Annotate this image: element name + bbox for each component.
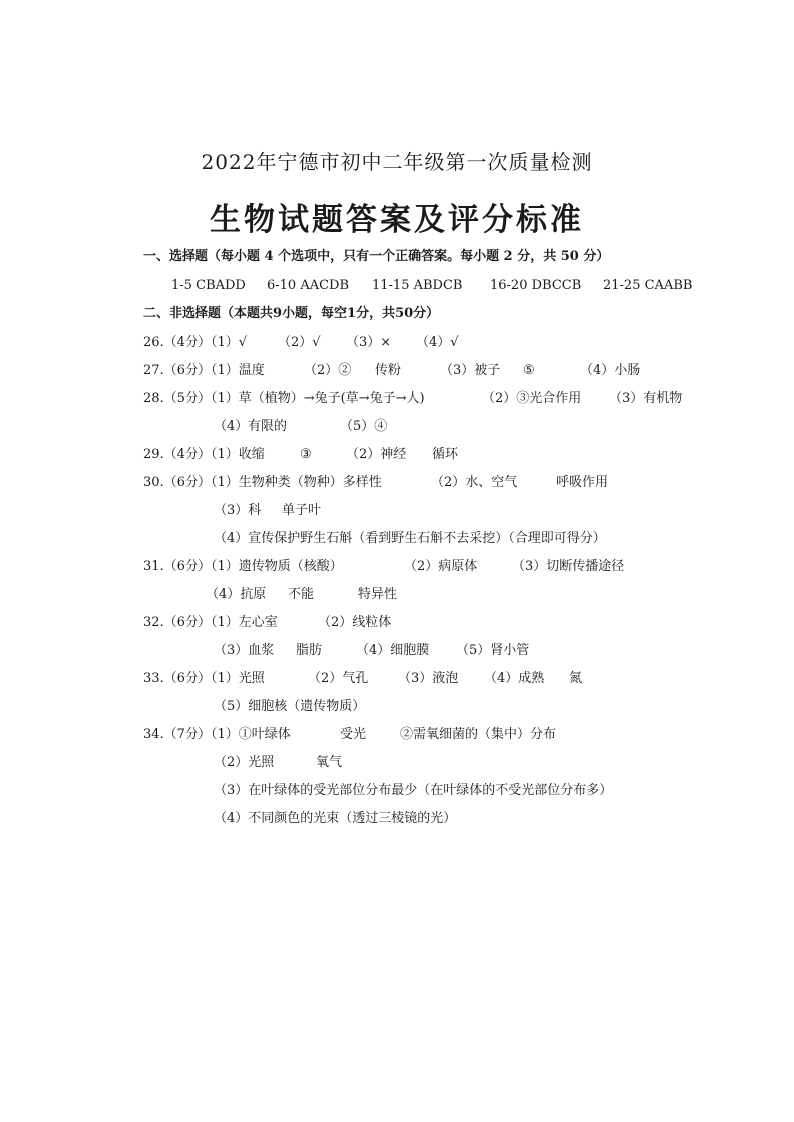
answer-q33-line1	[0, 669, 794, 689]
answer-item: ②需氧细菌的（集中）分布	[400, 727, 557, 742]
answer-item: 传粉	[375, 363, 402, 378]
section1-heading	[0, 247, 794, 267]
answer-item: （2）√	[278, 335, 321, 350]
answer-q30-line3	[0, 529, 794, 549]
answer-q26	[0, 333, 794, 353]
answer-q33-line2	[0, 697, 794, 717]
answer-item: （2）光照	[214, 755, 275, 770]
answer-q29	[0, 445, 794, 465]
answer-item: 受光	[340, 727, 367, 742]
answer-item: 27.（6分）（1）温度	[143, 363, 265, 378]
answer-item: （4）成熟	[484, 671, 545, 686]
answer-q31-line1	[0, 557, 794, 577]
answer-q30-line2	[0, 501, 794, 521]
answer-item: （3）在叶绿体的受光部位分布最少（在叶绿体的不受光部位分布多）	[214, 783, 613, 798]
choice-group-5: 21-25 CAABB	[603, 278, 693, 293]
answer-item: 氮	[569, 671, 583, 686]
section2-heading	[0, 304, 794, 324]
answer-q34-line2	[0, 753, 794, 773]
answer-q32-line1	[0, 613, 794, 633]
answer-item: （4）小肠	[580, 363, 641, 378]
answer-item: （3）有机物	[609, 391, 683, 406]
answer-item: （4）抗原	[206, 587, 267, 602]
choice-group-4: 16-20 DBCCB	[490, 278, 582, 293]
answer-item: （3）液泡	[398, 671, 459, 686]
choice-answers-row	[0, 276, 794, 296]
answer-item: ③	[300, 447, 312, 462]
answer-q34-line4	[0, 809, 794, 829]
answer-q28-line1	[0, 389, 794, 409]
answer-item: 28.（5分）（1）草（植物）→兔子(草→兔子→人)	[143, 391, 425, 406]
answer-q27	[0, 361, 794, 381]
answer-item: （3）切断传播途径	[512, 559, 625, 574]
answer-item: 氧气	[316, 755, 343, 770]
choice-group-3: 11-15 ABDCB	[372, 278, 463, 293]
section2-heading-text: 二、非选择题（本题共9小题，每空1分，共50分）	[143, 306, 440, 321]
answer-item: （2）③光合作用	[482, 391, 582, 406]
answer-item: （4）细胞膜	[356, 643, 430, 658]
choice-group-2: 6-10 AACDB	[267, 278, 350, 293]
answer-item: 30.（6分）（1）生物种类（物种）多样性	[143, 475, 382, 490]
answer-item: （5）肾小管	[456, 643, 530, 658]
answer-item: 不能	[288, 587, 315, 602]
answer-item: （4）	[214, 419, 249, 434]
answer-item: （3）被子	[440, 363, 501, 378]
answer-q32-line2	[0, 641, 794, 661]
answer-item: 呼吸作用	[556, 475, 609, 490]
answer-item: （4）√	[416, 335, 459, 350]
answer-item: 有限的	[248, 419, 288, 434]
answer-item: （3）×	[346, 335, 392, 350]
answer-item: （4）宣传保护野生石斛（看到野生石斛不去采挖）（合理即可得分）	[214, 531, 606, 546]
answer-item: （2）②	[304, 363, 352, 378]
answer-item: 特异性	[358, 587, 398, 602]
exam-title: 2022年宁德市初中二年级第一次质量检测	[201, 150, 593, 174]
answer-item: 33.（6分）（1）光照	[143, 671, 265, 686]
answer-q30-line1	[0, 473, 794, 493]
choice-group-1: 1-5 CBADD	[171, 278, 246, 293]
answer-item: （3）科	[214, 503, 262, 518]
answer-q31-line2	[0, 585, 794, 605]
answer-item: 29.（4分）（1）收缩	[143, 447, 265, 462]
answer-item: （2）神经	[346, 447, 407, 462]
answer-item: 34.（7分）（1）①叶绿体	[143, 727, 291, 742]
answer-item: 31.（6分）（1）遗传物质（核酸）	[143, 559, 343, 574]
answer-item: （4）不同颜色的光束（透过三棱镜的光）	[214, 811, 457, 826]
answer-item: （3）血浆	[214, 643, 275, 658]
answer-item: ⑤	[523, 363, 535, 378]
answer-q28-line2	[0, 417, 794, 437]
answer-item: 循环	[432, 447, 459, 462]
answer-key-title: 生物试题答案及评分标准	[210, 202, 584, 238]
answer-item: （2）病原体	[404, 559, 478, 574]
answer-item: 单子叶	[282, 503, 322, 518]
section1-heading-text: 一、选择题（每小题 4 个选项中，只有一个正确答案。每小题 2 分，共 50 分）	[143, 249, 610, 264]
answer-item: （5）细胞核（遗传物质）	[214, 699, 366, 714]
answer-item: （5）④	[340, 419, 388, 434]
answer-item: 脂肪	[296, 643, 323, 658]
answer-item: （2）水、空气	[431, 475, 518, 490]
answer-item: 32.（6分）（1）左心室	[143, 615, 278, 630]
answer-item: 26.（4分）（1）√	[143, 335, 248, 350]
answer-item: （2）气孔	[308, 671, 369, 686]
answer-q34-line3	[0, 781, 794, 801]
answer-q34-line1	[0, 725, 794, 745]
answer-item: （2）线粒体	[318, 615, 392, 630]
